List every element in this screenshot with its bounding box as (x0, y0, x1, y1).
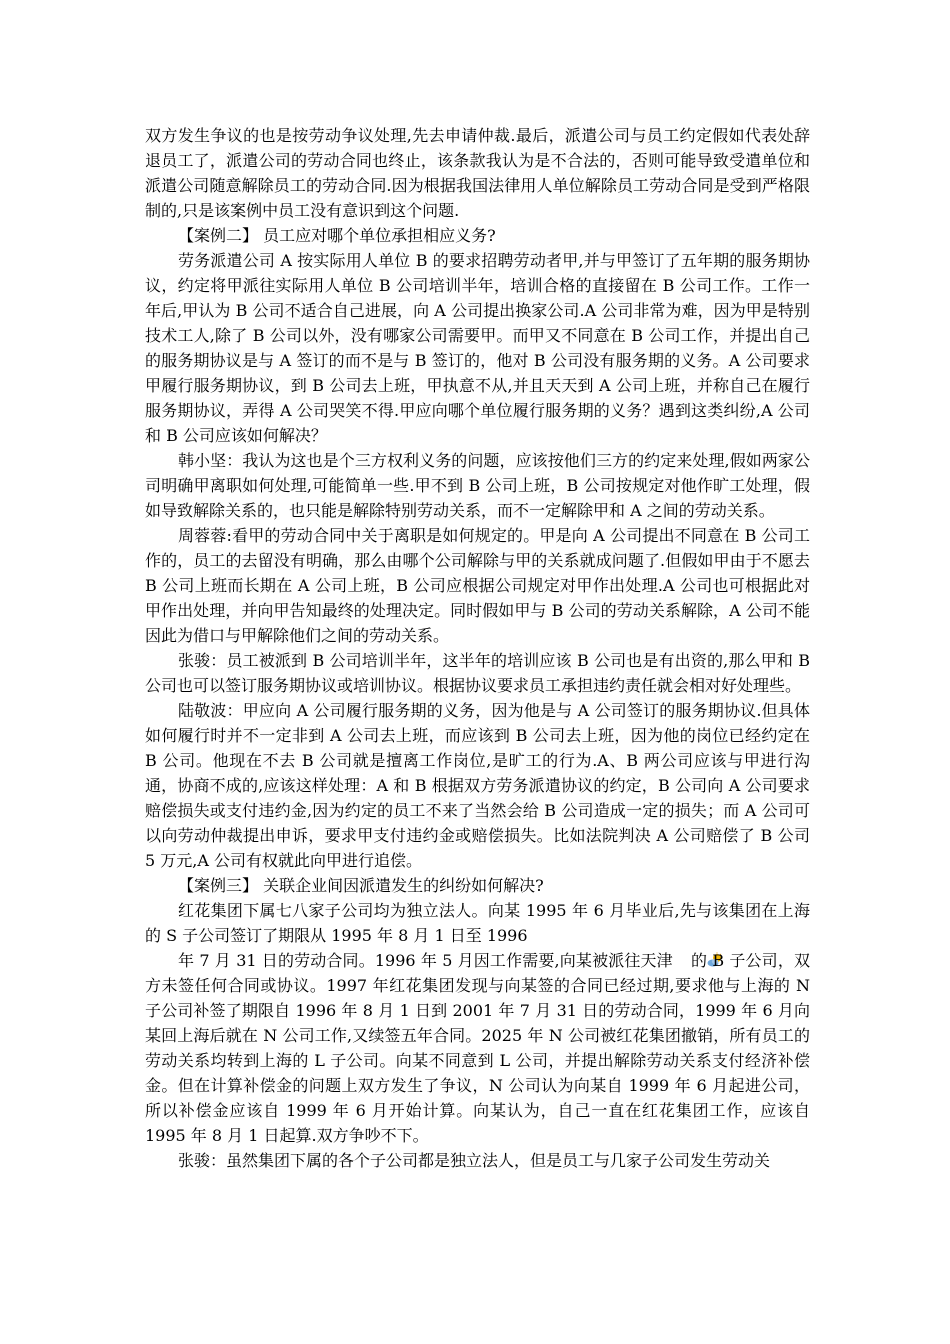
paragraph-dispute-conclusion: 双方发生争议的也是按劳动争议处理,先去申请仲裁.最后，派遣公司与员工约定假如代表处辞退员工了，派遣公司的劳动合同也终止，该条款我认为是不合法的，否则可能导致受遣单位和派遣公司随意解除员工的劳动合同.因为根据我国法律用人单位解除员工劳动合同是受到严格限制的,只是该案例中员工没有意识到这个问题. (145, 126, 810, 220)
document-page (145, 123, 810, 1173)
paragraph-lu-jingbo: 陆敬波：甲应向 A 公司履行服务期的义务，因为他是与 A 公司签订的服务期协议.但具体如何履行时并不一定非到 A 公司去上班，而应该到 B 公司去上班，因为他的岗位已经约定在 B 公司。他现在不去 B 公司就是擅离工作岗位,是旷工的行为.A、B 两公司应该与甲进行沟通，协商不成的,应该这样处理：A 和 B 根据双方劳务派遣协议的约定，B 公司向 A 公司要求赔偿损失或支付违约金,因为约定的员工不来了当然会给 B 公司造成一定的损失；而 A 公司可以向劳动仲裁提出申诉，要求甲支付违约金或赔偿损失。比如法院判决 A 公司赔偿了 B 公司 5 万元,A 公司有权就此向甲进行追偿。 (145, 701, 810, 870)
paragraph-zhang-jun: 张骏：员工被派到 B 公司培训半年，这半年的培训应该 B 公司也是有出资的,那么甲和 B 公司也可以签订服务期协议或培训协议。根据协议要求员工承担违约责任就会相对好处理些。 (145, 651, 810, 695)
paragraph-zhou-rongrong: 周蓉蓉:看甲的劳动合同中关于离职是如何规定的。甲是向 A 公司提出不同意在 B 公司工作的，员工的去留没有明确，那么由哪个公司解除与甲的关系就成问题了.但假如甲由于不愿去 B 公司上班而长期在 A 公司上班，B 公司应根据公司规定对甲作出处理.A 公司也可根据此对甲作出处理，并向甲告知最终的处理决定。同时假如甲与 B 公司的劳动关系解除，A 公司不能因此为借口与甲解除他们之间的劳动关系。 (145, 526, 810, 645)
paragraph-han-xiaojian: 韩小坚：我认为这也是个三方权利义务的问题，应该按他们三方的约定来处理,假如两家公司明确甲离职如何处理,可能简单一些.甲不到 B 公司上班，B 公司按规定对他作旷工处理，假如导致解除关系的，也只能是解除特别劳动关系，而不一定解除甲和 A 之间的劳动关系。 (145, 451, 810, 520)
paragraph-case-two-description: 劳务派遣公司 A 按实际用人单位 B 的要求招聘劳动者甲,并与甲签订了五年期的服务期协议，约定将甲派往实际用人单位 B 公司培训半年，培训合格的直接留在 B 公司工作。工作一年后,甲认为 B 公司不适合自己进展，向 A 公司提出换家公司.A 公司非常为难，因为甲是特别技术工人,除了 B 公司以外，没有哪家公司需要甲。而甲又不同意在 B 公司工作，并提出自己的服务期协议是与 A 签订的而不是与 B 签订的，他对 B 公司没有服务期的义务。A 公司要求甲履行服务期协议，到 B 公司去上班，甲执意不从,并且天天到 A 公司上班，并称自己在履行服务期协议，弄得 A 公司哭笑不得.甲应向哪个单位履行服务期的义务？遇到这类纠纷,A 公司和 B 公司应该如何解决？ (145, 251, 810, 445)
heading-case-two: 【案例二】 员工应对哪个单位承担相应义务? (178, 226, 496, 245)
heading-case-three: 【案例三】 关联企业间因派遣发生的纠纷如何解决? (178, 876, 544, 895)
case-three-line-start: 年 7 月 31 日的劳动合同。1996 年 5 月因工作需要,向某被派往天津 (178, 951, 673, 970)
sun-cloud-icon (674, 950, 690, 966)
paragraph-case-three-intro: 红花集团下属七八家子公司均为独立法人。向某 1995 年 6 月毕业后,先与该集团在上海的 S 子公司签订了期限从 1995 年 8 月 1 日至 1996 (145, 901, 810, 945)
paragraph-zhang-jun-case-three: 张骏：虽然集团下属的各个子公司都是独立法人，但是员工与几家子公司发生劳动关 (178, 1151, 771, 1170)
paragraph-case-three-body (145, 948, 810, 1148)
case-three-line-rest: 的 B 子公司，双方未签任何合同或协议。1997 年红花集团发现与向某签的合同已经过期,要求他与上海的 N 子公司补签了期限自 1996 年 8 月 1 日到 2001 年 7 月 31 日的劳动合同，1999 年 6 月向某回上海后就在 N 公司工作,又续签五年合同。2025 年 N 公司被红花集团撤销，所有员工的劳动关系均转到上海的 L 子公司。向某不同意到 L 公司，并提出解除劳动关系支付经济补偿金。但在计算补偿金的问题上双方发生了争议，N 公司认为向某自 1999 年 6 月起进公司，所以补偿金应该自 1999 年 6 月开始计算。向某认为，自己一直在红花集团工作，应该自 1995 年 8 月 1 日起算.双方争吵不下。 (145, 951, 810, 1145)
